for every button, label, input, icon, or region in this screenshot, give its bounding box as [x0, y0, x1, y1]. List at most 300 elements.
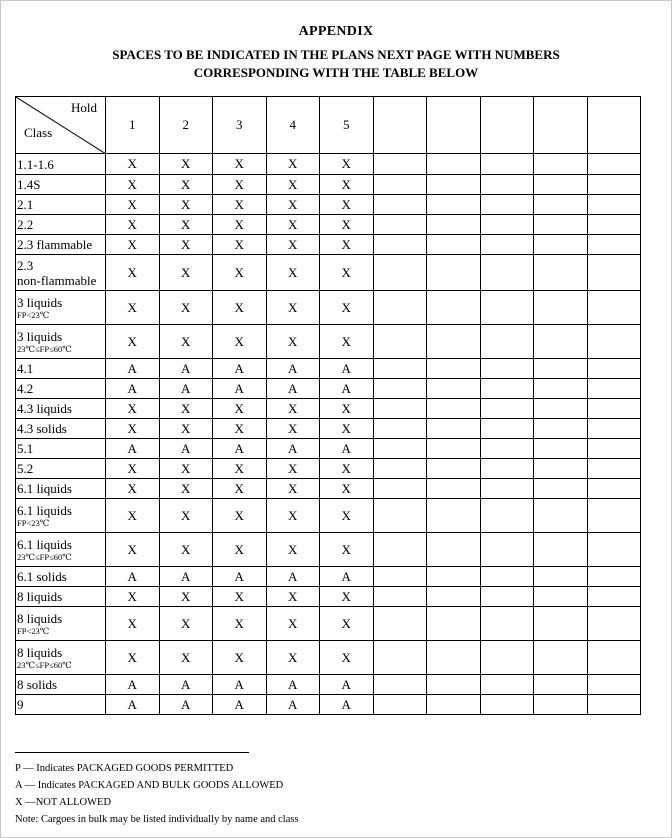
- hold-cell: [480, 195, 534, 215]
- subtitle-line-2: CORRESPONDING WITH THE TABLE BELOW: [193, 65, 479, 80]
- hold-cell: X: [159, 291, 213, 325]
- hold-cell: X: [159, 325, 213, 359]
- hold-cell: [587, 675, 641, 695]
- hold-cell: [427, 499, 481, 533]
- hold-cell: X: [159, 479, 213, 499]
- class-cell: [16, 325, 106, 359]
- hold-cell: X: [320, 399, 374, 419]
- hold-cell: [587, 567, 641, 587]
- legend-a: A — Indicates PACKAGED AND BULK GOODS ALLOWED: [15, 780, 284, 791]
- hold-cell: [427, 154, 481, 175]
- class-cell: [16, 587, 106, 607]
- table-body: [16, 154, 641, 715]
- column-header-10: [587, 97, 641, 154]
- class-name: 8 solids: [17, 677, 58, 692]
- hold-cell: X: [266, 607, 320, 641]
- hold-cell: X: [320, 533, 374, 567]
- bulk-note: Note: Cargoes in bulk may be listed individually by name and class: [15, 814, 299, 825]
- subtitle-line-1: SPACES TO BE INDICATED IN THE PLANS NEXT PAGE WITH NUMBERS: [112, 47, 560, 62]
- class-cell: [16, 399, 106, 419]
- hold-cell: [587, 175, 641, 195]
- hold-cell: [427, 459, 481, 479]
- hold-cell: [480, 607, 534, 641]
- hold-cell: A: [320, 695, 374, 715]
- hold-cell: [534, 325, 588, 359]
- hold-cell: X: [159, 607, 213, 641]
- hold-cell: [587, 255, 641, 291]
- hold-cell: [480, 255, 534, 291]
- column-header-7: [427, 97, 481, 154]
- column-header-1: 1: [106, 97, 160, 154]
- hold-cell: A: [159, 695, 213, 715]
- hold-cell: [587, 419, 641, 439]
- hold-cell: X: [320, 175, 374, 195]
- hold-cell: [373, 359, 427, 379]
- hold-cell: [534, 695, 588, 715]
- hold-cell: A: [266, 379, 320, 399]
- hold-cell: [373, 325, 427, 359]
- hold-cell: A: [213, 439, 267, 459]
- flashpoint-range: FP<23℃: [17, 517, 50, 528]
- hold-cell: [427, 175, 481, 195]
- hold-cell: A: [213, 675, 267, 695]
- appendix-title: APPENDIX: [298, 24, 374, 39]
- hold-cell: X: [266, 255, 320, 291]
- hold-cell: A: [266, 695, 320, 715]
- hold-cell: [587, 291, 641, 325]
- hold-cell: [587, 359, 641, 379]
- hold-cell: X: [213, 419, 267, 439]
- hold-cell: X: [266, 499, 320, 533]
- class-name: 2.2: [17, 217, 34, 232]
- hold-cell: X: [213, 641, 267, 675]
- class-name: 1.1-1.6: [17, 156, 54, 172]
- hold-cell: A: [106, 359, 160, 379]
- hold-cell: X: [320, 154, 374, 175]
- hold-cell: [480, 175, 534, 195]
- hold-cell: X: [266, 195, 320, 215]
- hold-cell: X: [106, 399, 160, 419]
- class-label: Class: [24, 125, 53, 140]
- hold-cell: [534, 419, 588, 439]
- table-row: [16, 175, 641, 195]
- class-name: 4.3 solids: [17, 421, 67, 436]
- hold-cell: [587, 215, 641, 235]
- hold-cell: [427, 533, 481, 567]
- hold-cell: [480, 359, 534, 379]
- hold-cell: A: [213, 359, 267, 379]
- hold-cell: X: [266, 587, 320, 607]
- hold-cell: X: [159, 419, 213, 439]
- class-cell: [16, 255, 106, 291]
- hold-cell: X: [320, 479, 374, 499]
- class-cell: [16, 607, 106, 641]
- hold-cell: X: [106, 641, 160, 675]
- hold-cell: [587, 695, 641, 715]
- hold-cell: X: [106, 607, 160, 641]
- hold-cell: [534, 439, 588, 459]
- hold-cell: [373, 695, 427, 715]
- legend-p: P — Indicates PACKAGED GOODS PERMITTED: [15, 763, 234, 774]
- hold-cell: X: [106, 499, 160, 533]
- hold-cell: X: [213, 399, 267, 419]
- hold-cell: [480, 419, 534, 439]
- hold-cell: X: [213, 607, 267, 641]
- class-name-line2: non-flammable: [17, 272, 97, 288]
- hold-cell: [427, 215, 481, 235]
- hold-cell: [534, 175, 588, 195]
- class-cell: [16, 359, 106, 379]
- hold-cell: [427, 379, 481, 399]
- class-cell: [16, 567, 106, 587]
- hold-cell: A: [159, 379, 213, 399]
- hold-cell: X: [159, 235, 213, 255]
- table-row: [16, 255, 641, 291]
- hold-cell: X: [159, 459, 213, 479]
- hold-cell: X: [266, 419, 320, 439]
- hold-cell: [587, 587, 641, 607]
- hold-cell: X: [159, 154, 213, 175]
- hold-cell: [480, 154, 534, 175]
- hold-cell: A: [213, 379, 267, 399]
- hold-cell: [427, 419, 481, 439]
- hold-cell: [480, 235, 534, 255]
- hold-cell: [480, 587, 534, 607]
- hold-cell: X: [213, 175, 267, 195]
- hold-cell: X: [159, 215, 213, 235]
- hold-cell: [534, 215, 588, 235]
- flashpoint-range: FP<23℃: [17, 309, 50, 320]
- hold-cell: [534, 235, 588, 255]
- hold-cell: [480, 479, 534, 499]
- hold-cell: A: [320, 675, 374, 695]
- column-header-5: 5: [320, 97, 374, 154]
- hold-cell: A: [320, 359, 374, 379]
- hold-cell: X: [106, 291, 160, 325]
- hold-cell: [427, 255, 481, 291]
- hold-cell: [587, 195, 641, 215]
- hold-cell: [480, 291, 534, 325]
- table-row: [16, 419, 641, 439]
- hold-cell: X: [159, 641, 213, 675]
- hold-cell: [480, 641, 534, 675]
- hold-cell: X: [159, 399, 213, 419]
- hold-cell: X: [159, 255, 213, 291]
- hold-cell: [427, 235, 481, 255]
- hold-cell: [534, 459, 588, 479]
- table-row: [16, 459, 641, 479]
- hold-cell: [373, 291, 427, 325]
- table-row: [16, 235, 641, 255]
- hold-cell: [427, 587, 481, 607]
- hold-cell: X: [320, 419, 374, 439]
- hold-cell: X: [266, 479, 320, 499]
- table-row: [16, 587, 641, 607]
- class-name: 2.3: [17, 257, 34, 273]
- hold-cell: [373, 533, 427, 567]
- hold-cell: X: [213, 291, 267, 325]
- hold-cell: [373, 235, 427, 255]
- hold-cell: [480, 325, 534, 359]
- flashpoint-range: 23℃≤FP≤60℃: [17, 343, 72, 354]
- hold-cell: [534, 479, 588, 499]
- class-name: 8 liquids: [17, 610, 63, 626]
- column-header-4: 4: [266, 97, 320, 154]
- class-name: 8 liquids: [17, 589, 63, 604]
- class-name: 5.2: [17, 461, 34, 476]
- hold-cell: X: [266, 215, 320, 235]
- hold-cell: [587, 439, 641, 459]
- hold-cell: A: [320, 567, 374, 587]
- hold-cell: X: [320, 215, 374, 235]
- hold-cell: X: [266, 399, 320, 419]
- hold-cell: [373, 379, 427, 399]
- class-name: 8 liquids: [17, 644, 63, 660]
- hold-cell: [534, 567, 588, 587]
- hold-cell: X: [106, 325, 160, 359]
- class-cell: [16, 675, 106, 695]
- table-row: [16, 695, 641, 715]
- table-row: [16, 154, 641, 175]
- hold-cell: [480, 533, 534, 567]
- table-row: [16, 479, 641, 499]
- hold-cell: [373, 215, 427, 235]
- hold-cell: X: [266, 291, 320, 325]
- hold-cell: X: [159, 175, 213, 195]
- hold-cell: X: [266, 325, 320, 359]
- hold-cell: [534, 399, 588, 419]
- hold-cell: X: [266, 533, 320, 567]
- hold-cell: X: [159, 587, 213, 607]
- class-name: 3 liquids: [17, 294, 63, 310]
- hold-cell: X: [106, 479, 160, 499]
- hold-cell: X: [213, 499, 267, 533]
- hold-cell: [373, 419, 427, 439]
- hold-cell: [534, 379, 588, 399]
- hold-cell: X: [213, 587, 267, 607]
- class-name: 2.3 flammable: [17, 237, 93, 252]
- hold-cell: [480, 567, 534, 587]
- table-header-row: [16, 97, 641, 154]
- class-cell: [16, 154, 106, 175]
- hold-cell: X: [213, 215, 267, 235]
- hold-cell: [427, 641, 481, 675]
- hold-cell: X: [266, 641, 320, 675]
- hold-cell: X: [320, 587, 374, 607]
- hold-cell: X: [213, 195, 267, 215]
- stowage-table: [15, 96, 641, 715]
- class-cell: [16, 291, 106, 325]
- hold-cell: [373, 154, 427, 175]
- hold-cell: X: [213, 154, 267, 175]
- table-row: [16, 215, 641, 235]
- class-cell: [16, 695, 106, 715]
- hold-cell: [534, 255, 588, 291]
- hold-cell: [427, 479, 481, 499]
- hold-cell: [427, 325, 481, 359]
- hold-cell: [373, 439, 427, 459]
- hold-cell: A: [106, 695, 160, 715]
- hold-cell: X: [106, 533, 160, 567]
- hold-cell: X: [213, 255, 267, 291]
- table-row: [16, 641, 641, 675]
- hold-cell: X: [213, 235, 267, 255]
- hold-cell: [427, 695, 481, 715]
- hold-cell: [373, 399, 427, 419]
- hold-cell: X: [320, 459, 374, 479]
- class-cell: [16, 439, 106, 459]
- hold-cell: [587, 235, 641, 255]
- hold-cell: X: [106, 459, 160, 479]
- hold-cell: X: [213, 459, 267, 479]
- hold-cell: [427, 567, 481, 587]
- column-header-8: [480, 97, 534, 154]
- flashpoint-range: FP<23℃: [17, 625, 50, 636]
- footnote-rule: [15, 752, 249, 753]
- hold-cell: X: [266, 235, 320, 255]
- class-name: 2.1: [17, 197, 34, 212]
- hold-cell: X: [106, 587, 160, 607]
- hold-cell: A: [266, 567, 320, 587]
- hold-cell: [427, 439, 481, 459]
- flashpoint-range: 23℃≤FP≤60℃: [17, 659, 72, 670]
- hold-cell: [373, 195, 427, 215]
- class-name: 4.3 liquids: [17, 401, 72, 416]
- class-cell: [16, 499, 106, 533]
- hold-cell: A: [106, 675, 160, 695]
- hold-cell: [427, 607, 481, 641]
- hold-cell: A: [320, 379, 374, 399]
- hold-cell: [373, 641, 427, 675]
- hold-cell: [587, 399, 641, 419]
- hold-cell: [373, 459, 427, 479]
- hold-cell: X: [106, 195, 160, 215]
- hold-cell: [427, 291, 481, 325]
- hold-cell: A: [320, 439, 374, 459]
- hold-cell: X: [106, 175, 160, 195]
- class-cell: [16, 215, 106, 235]
- table-row: [16, 567, 641, 587]
- hold-cell: [373, 675, 427, 695]
- table-row: [16, 379, 641, 399]
- hold-cell: [534, 607, 588, 641]
- class-cell: [16, 235, 106, 255]
- hold-cell: X: [159, 195, 213, 215]
- hold-cell: [534, 675, 588, 695]
- hold-cell: X: [106, 215, 160, 235]
- class-name: 6.1 solids: [17, 569, 67, 584]
- hold-cell: [587, 379, 641, 399]
- hold-cell: [373, 607, 427, 641]
- hold-cell: [480, 695, 534, 715]
- hold-cell: [587, 533, 641, 567]
- hold-cell: A: [106, 379, 160, 399]
- class-name: 3 liquids: [17, 328, 63, 344]
- hold-cell: [587, 641, 641, 675]
- hold-cell: X: [213, 479, 267, 499]
- hold-cell: X: [266, 175, 320, 195]
- legend-x: X —NOT ALLOWED: [15, 797, 112, 808]
- hold-cell: [373, 255, 427, 291]
- hold-cell: [587, 459, 641, 479]
- hold-cell: A: [106, 439, 160, 459]
- hold-cell: X: [106, 255, 160, 291]
- table-row: [16, 399, 641, 419]
- class-cell: [16, 533, 106, 567]
- hold-cell: A: [159, 439, 213, 459]
- hold-cell: X: [320, 641, 374, 675]
- column-header-6: [373, 97, 427, 154]
- class-cell: [16, 419, 106, 439]
- table-row: [16, 359, 641, 379]
- hold-cell: X: [213, 533, 267, 567]
- column-header-9: [534, 97, 588, 154]
- hold-cell: [587, 499, 641, 533]
- hold-cell: [587, 154, 641, 175]
- hold-cell: [480, 215, 534, 235]
- table-row: [16, 533, 641, 567]
- class-name: 6.1 liquids: [17, 481, 72, 496]
- hold-cell: [480, 675, 534, 695]
- hold-cell: X: [266, 154, 320, 175]
- hold-label: Hold: [71, 100, 97, 115]
- hold-cell: [427, 195, 481, 215]
- hold-cell: A: [266, 675, 320, 695]
- hold-cell: X: [320, 607, 374, 641]
- hold-cell: A: [106, 567, 160, 587]
- hold-cell: X: [320, 291, 374, 325]
- class-name: 5.1: [17, 441, 34, 456]
- hold-cell: A: [213, 695, 267, 715]
- hold-cell: [373, 567, 427, 587]
- table-row: [16, 291, 641, 325]
- table-row: [16, 607, 641, 641]
- class-cell: [16, 459, 106, 479]
- hold-cell: [534, 499, 588, 533]
- class-name: 4.1: [17, 361, 34, 376]
- class-name: 6.1 liquids: [17, 502, 72, 518]
- table-row: [16, 439, 641, 459]
- hold-cell: [587, 607, 641, 641]
- hold-cell: A: [159, 675, 213, 695]
- hold-cell: A: [266, 359, 320, 379]
- hold-cell: [534, 154, 588, 175]
- hold-cell: [587, 325, 641, 359]
- hold-cell: [373, 499, 427, 533]
- hold-cell: A: [159, 359, 213, 379]
- class-name: 9: [17, 697, 24, 712]
- class-name: 4.2: [17, 381, 34, 396]
- class-cell: [16, 479, 106, 499]
- column-header-3: 3: [213, 97, 267, 154]
- class-cell: [16, 195, 106, 215]
- hold-cell: X: [320, 325, 374, 359]
- hold-cell: [534, 291, 588, 325]
- hold-cell: X: [106, 235, 160, 255]
- hold-cell: X: [213, 325, 267, 359]
- hold-cell: [534, 641, 588, 675]
- hold-cell: A: [266, 439, 320, 459]
- hold-cell: A: [213, 567, 267, 587]
- hold-cell: A: [159, 567, 213, 587]
- hold-cell: [427, 399, 481, 419]
- hold-cell: [480, 399, 534, 419]
- class-name: 1.4S: [17, 177, 41, 192]
- hold-cell: [373, 175, 427, 195]
- hold-cell: X: [106, 154, 160, 175]
- hold-cell: X: [266, 459, 320, 479]
- hold-cell: X: [106, 419, 160, 439]
